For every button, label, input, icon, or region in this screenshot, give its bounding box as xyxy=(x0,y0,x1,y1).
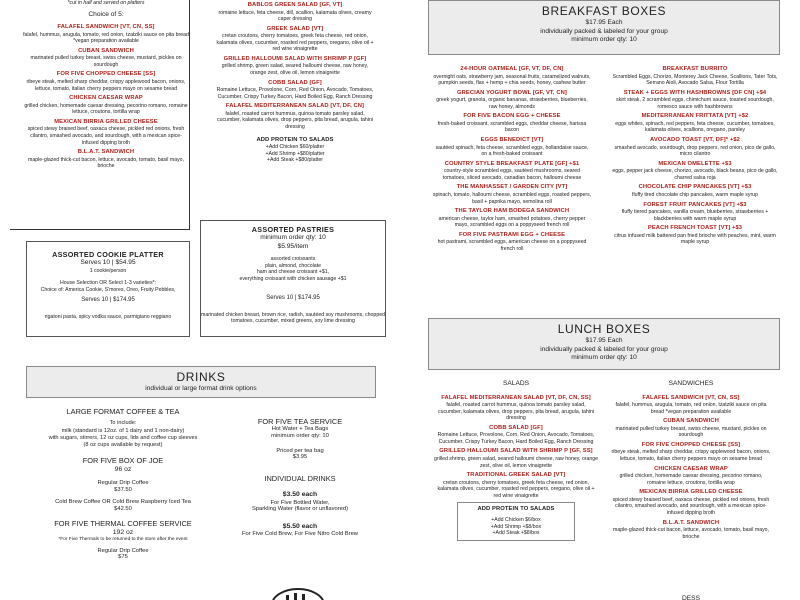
large-format-title: LARGE FORMAT COFFEE & TEA xyxy=(66,407,180,416)
pastry-item: ham and cheese croissant +$1, xyxy=(256,269,330,276)
menu-item-description: american cheese, taylor ham, smashed potatoes, cherry pepper mayo, scrambled eggs on a poppyseed french roll xyxy=(438,215,586,229)
menu-item-description: falafel, roasted carrot hummus, quinoa tomato parsley salad, cucumber, kalamata olives, drop peppers, pita bread, arugula, tahini dressing xyxy=(216,110,373,131)
logo-icon xyxy=(268,585,328,600)
menu-item-description: hot pastrami, scrambled eggs, american cheese on a poppyseed french roll xyxy=(437,239,587,252)
desserts-fragment xyxy=(610,595,772,600)
individual-line: Sparkling Water (flavor or unflavored) xyxy=(251,506,349,513)
lunch-price: $17.95 Each xyxy=(585,337,623,344)
lunch-add-protein-line: +Add Shrimp +$8/box xyxy=(490,523,542,530)
menu-item-name: THE TAYLOR HAM BODEGA SANDWICH xyxy=(454,208,570,215)
hidden-bowl-fragment xyxy=(200,295,386,337)
menu-item xyxy=(432,184,592,205)
menu-item-description: ribeye steak, melted sharp cheddar, crispy applewood bacon, onions, lettuce, tomato, italian cherry peppers mayo on sesame bread xyxy=(26,78,186,92)
menu-item-description: Scrambled Eggs, Chorizo, Monterey Jack Cheese, Scallions, Tater Tots, Serrano Aioli, Avocado Salsa, Flour Tortilla xyxy=(612,73,778,87)
hidden-platter-fragment xyxy=(26,297,190,337)
menu-item-description: maple-glazed thick-cut bacon, lettuce, avocado, tomato, basil mayo, brioche xyxy=(28,156,184,170)
add-protein-title: ADD PROTEIN TO SALADS xyxy=(256,136,334,143)
menu-item-description: ribeye steak, melted sharp cheddar, crispy applewood bacon, onions, lettuce, tomato, italian cherry peppers mayo on sesame bread xyxy=(611,449,771,462)
tea-service-title: FOR FIVE TEA SERVICE xyxy=(257,417,343,426)
drinks-left-column xyxy=(28,408,218,561)
menu-item-description: eggs, pepper jack cheese, chorizo, avocado, black beans, pico de gallo, charred salsa roja xyxy=(612,168,778,181)
menu-item-name: MEXICAN BIRRIA GRILLED CHEESE xyxy=(639,489,743,496)
fragment-desc: rigatoni pasta, spicy vodka sauce, parmigiano reggiano xyxy=(44,313,172,320)
menu-item xyxy=(22,48,190,69)
menu-item-name: TRADITIONAL GREEK SALAD [VT] xyxy=(466,472,566,479)
joe-item-price: $42.50 xyxy=(114,505,132,512)
menu-item xyxy=(610,520,772,541)
divider-line xyxy=(189,0,190,230)
drinks-title: DRINKS xyxy=(176,370,226,384)
cookie-title: ASSORTED COOKIE PLATTER xyxy=(52,250,164,259)
menu-item xyxy=(610,442,772,463)
pastries-price: $5.95/item xyxy=(277,242,309,250)
menu-item xyxy=(610,137,780,158)
menu-item-name: FALAFEL MEDITERRANEAN SALAD [VT, DF, CN, SS] xyxy=(441,394,591,401)
menu-item-name: THE MANHASSET / GARDEN CITY [VT] xyxy=(456,184,568,191)
lunch-add-protein-line: +Add Chicken $6/box xyxy=(491,516,541,523)
tea-price-label: Priced per tea bag xyxy=(276,447,324,454)
menu-item xyxy=(432,161,592,182)
menu-item xyxy=(22,95,190,116)
tea-service-line: minimum order qty: 10 xyxy=(271,433,329,439)
lunch-add-protein-title: ADD PROTEIN TO SALADS xyxy=(477,506,555,513)
breakfast-header xyxy=(428,0,780,55)
menu-item-description: grilled chicken, homemade caesar dressing, pecorino romano, romaine lettuce, croutons, tortilla wrap xyxy=(24,102,188,116)
menu-item-name: FOR FIVE CHOPPED CHEESE [SS] xyxy=(56,71,156,78)
menu-item xyxy=(610,66,780,87)
tea-service-line: Hot Water + Tea Bags xyxy=(271,426,329,433)
menu-item-name: GREEK SALAD [VT] xyxy=(266,25,324,32)
cookie-choice-list: Choice of: America Cookie, S'mores, Oreo, Fruity Pebbles, xyxy=(40,286,176,293)
menu-item-name: B.L.A.T. SANDWICH xyxy=(77,149,135,156)
menu-item-description: spinach, tomato, halloumi cheese, scrambled eggs, roasted peppers, basil + paprika mayo, semolina roll xyxy=(432,191,592,205)
add-protein-block xyxy=(214,137,376,164)
pastry-item: assorted croissants xyxy=(270,256,316,262)
add-protein-line: +Add Chicken $60/platter xyxy=(265,144,325,151)
menu-item-name: COBB SALAD [GF] xyxy=(268,79,322,86)
menu-item-description: smashed avocado, sourdough, drop peppers, red onion, pico de gallo, micro cilantro xyxy=(614,144,776,158)
lunch-sandwiches-column xyxy=(610,380,772,543)
menu-item-description: falafel, hummus, arugula, tomato, red onion, tzatziki sauce on pita bread *vegan preparation available xyxy=(615,402,767,415)
large-format-line: (8 oz cups available by request) xyxy=(83,442,163,449)
pastry-item: plain, almond, chocolate xyxy=(265,262,321,269)
menu-item-name: FOREST FRUIT PANCAKES [VT] +$3 xyxy=(643,201,747,208)
menu-item-name: STEAK + EGGS WITH HASHBROWNS [DF CN] +$4 xyxy=(623,89,767,96)
menu-item-description: grilled chicken, homemade caesar dressing, pecorino romano, romaine lettuce, croutons, tortilla wrap xyxy=(619,473,763,486)
menu-item xyxy=(214,2,376,23)
individual-price: $5.50 each xyxy=(282,522,318,530)
cookie-choice: House Selection OR Select 1-3 varieties*: xyxy=(59,280,156,287)
menu-item-description: citrus infused milk battered pan fried brioche with peaches, mint, warm maple syrup xyxy=(614,232,776,246)
menu-item xyxy=(22,119,190,146)
lunch-add-protein-box xyxy=(457,502,575,540)
individual-price: $3.50 each xyxy=(282,491,318,499)
menu-item-description: Romaine Lettuce, Provolone, Corn, Red Onion, Avocado, Tomatoes, Cucumber, Crispy Turkey Bacon, Hard Boiled Egg, Ranch Dressing xyxy=(216,87,374,100)
menu-item-name: MEDITERRANEAN FRITTATA [VT] +$2 xyxy=(641,113,749,120)
lunch-title: LUNCH BOXES xyxy=(557,322,651,336)
salad-platter-column xyxy=(214,2,376,164)
menu-item-description: grilled shrimp, green salad, seared halloumi cheese, raw honey, orange zest, olive oil, lemon vinaigrette xyxy=(434,455,598,469)
menu-item-description: marinated pulled turkey breast, swiss cheese, mustard, pickles on sourdough xyxy=(30,55,182,68)
menu-item-description: cretan croutons, cherry tomatoes, greek feta cheese, red onion, kalamata olives, cucumber, roasted red peppers, oregano, olive oil + red wine vinaigrette xyxy=(216,33,374,53)
menu-item xyxy=(432,66,592,87)
menu-item-name: B.L.A.T. SANDWICH xyxy=(662,519,720,526)
lunch-salads-column xyxy=(434,380,598,541)
menu-item-description: sautéed spinach, feta cheese, scrambled eggs, hollandaise sauce, on a fresh-baked croissant xyxy=(435,144,589,158)
pastries-box xyxy=(200,220,386,302)
menu-item xyxy=(214,26,376,53)
menu-item xyxy=(610,113,780,134)
menu-item xyxy=(214,56,376,77)
menu-item-description: falafel, roasted carrot hummus, quinoa tomato parsley salad, cucumber, kalamata olives, drop peppers, pita bread, arugula, tahini dressing xyxy=(437,402,594,422)
sandwich-platter-column xyxy=(22,0,190,173)
pastry-item: everything croissant with chicken sausage +$1 xyxy=(239,275,347,282)
breakfast-sub: individually packed & labeled for your group xyxy=(540,27,668,35)
breakfast-min: minimum order qty: 10 xyxy=(571,36,637,43)
box-of-joe-size: 96 oz xyxy=(114,465,132,473)
menu-item-name: CHOCOLATE CHIP PANCAKES [VT] +$3 xyxy=(638,184,752,191)
breakfast-right-column xyxy=(610,66,780,249)
menu-item-description: overnight oats, strawberry jam, seasonal fruits, caramelized walnuts, pumpkin seeds, flax + hemp + chia seeds, honey, cashew butter xyxy=(433,73,591,87)
individual-line: For Five Bottled Water, xyxy=(270,499,330,506)
menu-item xyxy=(214,103,376,130)
breakfast-title: BREAKFAST BOXES xyxy=(541,4,667,18)
menu-item-description: falafel, hummus, arugula, tomato, red onion, tzatziki sauce on pita bread *vegan preparation available xyxy=(23,31,189,45)
cookie-platter-box xyxy=(26,241,190,305)
menu-item-description: country-style scrambled eggs, sautéed mushrooms, seared tomatoes, sliced avocado, canadian bacon, halloumi cheese xyxy=(442,168,582,181)
menu-item-name: FALAFEL MEDITERRANEAN SALAD [VT, DF, CN] xyxy=(225,103,365,110)
thermal-item-name: Regular Drip Coffee xyxy=(97,547,149,554)
menu-item-description: greek yogurt, granola, organic bananas, strawberries, blueberries, raw honey, almonds xyxy=(436,97,588,110)
menu-item-description: Romaine Lettuce, Provolone, Corn, Red Onion, Avocado, Tomatoes, Cucumber, Crispy Turkey Bacon, Hard Boiled Egg, Ranch Dressing xyxy=(437,432,595,445)
lunch-salad-list xyxy=(434,395,598,500)
menu-item xyxy=(610,466,772,487)
menu-item-name: BABLOS GREEN SALAD [GF, VT] xyxy=(247,2,343,8)
fragment-desc: marinated chicken breast, brown rice, radish, sautéed soy mushrooms, chopped tomatoes, cucumber, mixed greens, soy lime dressing xyxy=(201,311,385,325)
menu-item xyxy=(610,489,772,516)
fragment-serves: Serves 10 | $174.95 xyxy=(81,297,135,303)
menu-item-name: MEXICAN OMELETTE +$3 xyxy=(658,160,732,167)
menu-item-name: CUBAN SANDWICH xyxy=(663,418,719,425)
add-protein-line: +Add Steak +$80/platter xyxy=(267,157,323,164)
menu-item xyxy=(432,90,592,111)
menu-item-name: FALAFEL SANDWICH [VT, CN, SS] xyxy=(57,24,155,31)
menu-item-name: 24-HOUR OATMEAL [GF, VT, DF, CN] xyxy=(460,66,564,72)
pastries-title: ASSORTED PASTRIES xyxy=(251,225,335,234)
menu-item-name: GRECIAN YOGURT BOWL [GF, VT, CN] xyxy=(457,89,567,96)
lunch-min: minimum order qty: 10 xyxy=(571,354,637,361)
lunch-sandwich-list xyxy=(610,395,772,541)
thermal-item-price: $75 xyxy=(118,554,128,561)
menu-item-name: GRILLED HALLOUMI SALAD WITH SHRIMP P [GF, SS] xyxy=(439,448,593,455)
platter-note: *cut in half and served on platters xyxy=(67,0,145,6)
menu-item xyxy=(432,232,592,253)
menu-item xyxy=(22,24,190,45)
drinks-sub: individual or large format drink options xyxy=(145,385,257,392)
large-format-line: with sugars, stirrers, 12 oz cups, lids and coffee cup sleeves xyxy=(48,434,198,441)
menu-item-name: FALAFEL SANDWICH [VT, CN, SS] xyxy=(642,394,740,401)
breakfast-left-column xyxy=(432,66,592,256)
lunch-sandwiches-heading: SANDWICHES xyxy=(668,380,714,387)
joe-item-name: Cold Brew Coffee OR Cold Brew Raspberry Iced Tea xyxy=(55,499,191,506)
menu-item-name: FOR FIVE CHOPPED CHEESE [SS] xyxy=(641,441,741,448)
box-of-joe-title: FOR FIVE BOX OF JOE xyxy=(82,456,164,466)
menu-item xyxy=(610,161,780,182)
menu-item xyxy=(434,472,598,499)
menu-item-description: fluffy tired chocolate chip pancakes, warm maple syrup xyxy=(632,191,758,198)
menu-item xyxy=(610,418,772,439)
menu-item-name: COBB SALAD [GF] xyxy=(489,424,543,431)
menu-item-description: skirt steak, 2 scrambled eggs, chimichurri sauce, toasted sourdough, romesco sauce with hashbrowns xyxy=(616,97,774,110)
menu-item xyxy=(432,113,592,134)
menu-item xyxy=(610,225,780,246)
cookie-serves: Serves 10 | $54.95 xyxy=(80,259,136,266)
menu-item-name: CUBAN SANDWICH xyxy=(78,47,134,54)
breakfast-price: $17.95 Each xyxy=(585,19,623,26)
menu-item xyxy=(214,80,376,101)
menu-item xyxy=(610,90,780,111)
menu-item-name: BREAKFAST BURRITO xyxy=(662,66,728,72)
lunch-sub: individually packed & labeled for your group xyxy=(540,345,668,353)
menu-item xyxy=(434,425,598,446)
menu-item-description: eggs whites, spinach, red peppers, feta cheese, cucumber, tomatoes, kalamata olives, scallions, oregano, parsley xyxy=(615,120,775,134)
menu-item-description: fluffy tiered pancakes, vanilla cream, blueberries, strawberries + blackberries with warm maple syrup xyxy=(621,209,769,222)
menu-item-description: spiced stewy braised beef, oaxaca cheese, pickled red onions, fresh cilantro, smashed avocado, and sourdough, with a mexican spice-infused dipping broth xyxy=(27,126,185,146)
menu-item xyxy=(434,448,598,469)
salad-list xyxy=(214,2,376,131)
pastries-min: minimum order qty: 10 xyxy=(260,234,326,241)
tea-price: $3.95 xyxy=(292,454,308,461)
sandwich-list xyxy=(22,24,190,170)
menu-item-name: PEACH FRENCH TOAST [VT] +$3 xyxy=(647,225,743,232)
platter-choice: Choice of 5: xyxy=(88,10,124,18)
joe-item-price: $37.50 xyxy=(114,486,132,493)
lunch-header xyxy=(428,318,780,370)
menu-item-name: AVOCADO TOAST [VT, DF]* +$2 xyxy=(650,137,740,144)
joe-item-name: Regular Drip Coffee xyxy=(97,480,149,487)
drinks-right-column xyxy=(222,418,378,538)
fragment-serves: Serves 10 | $174.95 xyxy=(266,295,320,301)
thermal-title: FOR FIVE THERMAL COFFEE SERVICE xyxy=(54,519,192,529)
menu-item-description: fresh-baked croissant, scrambled eggs, cheddar cheese, harissa bacon xyxy=(437,120,587,134)
menu-item xyxy=(22,149,190,170)
menu-item-name: MEXICAN BIRRIA GRILLED CHEESE xyxy=(54,118,158,125)
menu-item-name: EGGS BENEDICT [VT] xyxy=(480,137,544,144)
breakfast-list xyxy=(432,66,592,253)
large-format-include: To include: xyxy=(109,420,137,427)
menu-item xyxy=(432,208,592,229)
large-format-line: milk (standard is 12oz. of 1 dairy and 1 non-dairy) xyxy=(61,427,185,434)
menu-item-description: cretan croutons, cherry tomatoes, greek feta cheese, red onion, kalamata olives, cucumber, roasted red peppers, oregano, olive oil + red wine vinaigrette xyxy=(437,479,595,499)
add-protein-line: +Add Shrimp +$80/platter xyxy=(265,150,325,157)
menu-item xyxy=(434,395,598,422)
menu-item-description: grilled shrimp, green salad, seared halloumi cheese, raw honey, orange zest, olive oil, lemon vinaigrette xyxy=(221,63,369,77)
menu-item xyxy=(22,71,190,92)
menu-item-name: FOR FIVE BACON EGG + CHEESE xyxy=(463,113,561,120)
individual-line: For Five Cold Brew, For Five Nitro Cold Brew xyxy=(242,531,358,538)
menu-item-name: CHICKEN CAESAR WRAP xyxy=(69,95,143,102)
menu-item-name: GRILLED HALLOUMI SALAD WITH SHRIMP P [GF] xyxy=(223,55,367,62)
lunch-salads-heading: SALADS xyxy=(502,380,530,387)
menu-item-description: romaine lettuce, feta cheese, dill, scallion, kalamata olives, creamy caper dressing xyxy=(218,9,372,23)
menu-item-name: COUNTRY STYLE BREAKFAST PLATE [GF] +$1 xyxy=(444,160,580,167)
lunch-add-protein-line: +Add Steak +$8/box xyxy=(492,530,540,537)
menu-item xyxy=(610,395,772,416)
menu-item xyxy=(610,202,780,223)
thermal-note: *For Five Thermals to be returned to the store after the event xyxy=(58,537,188,543)
breakfast-list xyxy=(610,66,780,246)
menu-item-name: FOR FIVE PASTRAMI EGG + CHEESE xyxy=(458,231,566,238)
desserts-heading: DESS xyxy=(682,595,700,600)
menu-item-description: maple-glazed thick-cut bacon, lettuce, avocado, tomato, basil mayo, brioche xyxy=(613,527,769,540)
menu-item xyxy=(610,184,780,198)
menu-item xyxy=(432,137,592,158)
individual-drinks-title: INDIVIDUAL DRINKS xyxy=(264,473,336,483)
menu-item-name: CHICKEN CAESAR WRAP xyxy=(654,465,728,472)
cookie-per: 1 cookie/person xyxy=(89,267,127,274)
menu-item-description: spiced stewy braised beef, oaxaca cheese, pickled red onions, fresh cilantro, smashed avocado, and sourdough, with a mexican spice-infused dipping broth xyxy=(612,496,770,516)
drinks-header xyxy=(26,366,376,398)
divider-line xyxy=(10,229,190,230)
menu-item-description: marinated pulled turkey breast, swiss cheese, mustard, pickles on sourdough xyxy=(615,425,767,439)
thermal-size: 192 oz xyxy=(112,528,134,536)
